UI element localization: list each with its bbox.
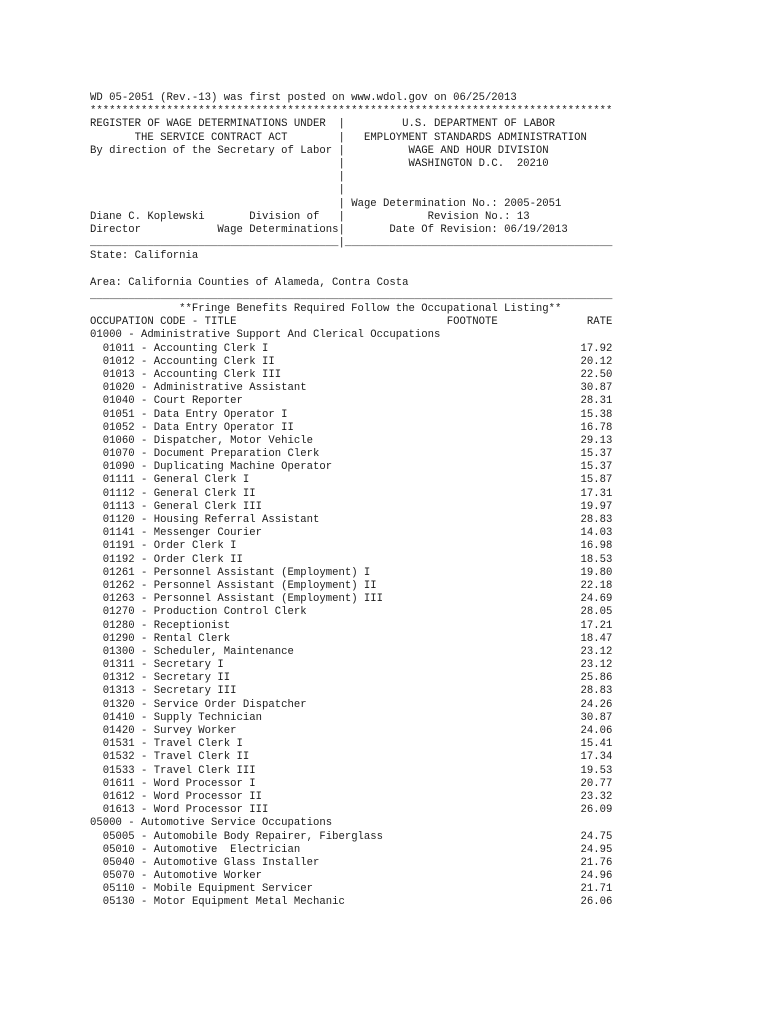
occupation-row: 01020 - Administrative Assistant 30.87 <box>102 382 613 395</box>
occupation-code: 01320 <box>102 698 135 711</box>
occupation-title: Messenger Courier <box>153 527 263 540</box>
occupation-rate: 17.92 <box>580 342 613 355</box>
header-row-6 <box>90 184 645 197</box>
occupation-row: 01070 - Document Preparation Clerk 15.37 <box>102 448 613 461</box>
occupation-rate: 28.05 <box>580 606 613 619</box>
column-divider: | <box>338 223 345 236</box>
state: State: California <box>90 250 199 263</box>
occupation-title: Travel Clerk III <box>153 764 256 777</box>
column-divider: | <box>338 210 345 223</box>
wage-determination-row <box>90 198 645 211</box>
occupation-title: Accounting Clerk III <box>153 368 282 381</box>
occupation-row: 05070 - Automotive Worker 24.96 <box>102 870 613 883</box>
director-row <box>90 224 645 237</box>
occupation-rate: 17.34 <box>580 751 613 764</box>
occupation-row: 01313 - Secretary III 28.83 <box>102 685 613 698</box>
occupation-title: Supply Technician <box>153 711 263 724</box>
occupation-title: Mobile Equipment Servicer <box>153 883 313 896</box>
signer-row <box>90 211 645 224</box>
occupation-title: Data Entry Operator II <box>153 421 294 434</box>
occupation-row: 01012 - Accounting Clerk II 20.12 <box>102 355 613 368</box>
occupation-rate: 23.12 <box>580 659 613 672</box>
occupation-code: 01051 <box>102 408 135 421</box>
occupation-code: 01262 <box>102 579 135 592</box>
occupation-rate: 24.06 <box>580 725 613 737</box>
occupation-row: 05130 - Motor Equipment Metal Mechanic 26.06 <box>102 896 613 909</box>
occupation-title: Personnel Assistant (Employment) II <box>153 579 377 592</box>
occupation-code: 01013 <box>102 368 135 381</box>
occupation-row: 01112 - General Clerk II 17.31 <box>102 487 613 500</box>
occupation-code: 01420 <box>102 725 135 737</box>
area-line <box>90 277 645 290</box>
rule: __________________________________________________________________________________ <box>90 289 613 302</box>
occupation-title: Word Processor II <box>153 790 263 803</box>
date-of-revision: 06/19/2013 <box>504 223 568 236</box>
occupation-title: Scheduler, Maintenance <box>153 645 294 658</box>
occupation-rate: 15.41 <box>580 738 613 751</box>
occupation-row: 01060 - Dispatcher, Motor Vehicle 29.13 <box>102 434 613 447</box>
occupation-code: 01011 <box>102 342 135 355</box>
occupation-code: 01300 <box>102 645 135 658</box>
occupation-code: 01113 <box>102 500 135 513</box>
occupation-rate: 17.21 <box>580 619 613 632</box>
occupation-code: 01141 <box>102 527 135 540</box>
occupation-title: Word Processor I <box>153 777 256 790</box>
occupation-code: 05040 <box>102 856 135 869</box>
occupation-row: 01192 - Order Clerk II 18.53 <box>102 553 613 566</box>
occupation-code: 01613 <box>102 804 135 817</box>
occupation-row: 01312 - Secretary II 25.86 <box>102 672 613 685</box>
signer-name: Diane C. Koplewski <box>90 210 205 223</box>
occupation-group-heading <box>90 329 645 342</box>
occupation-row: 01532 - Travel Clerk II 17.34 <box>102 751 613 764</box>
division-line-1: Division of <box>249 210 320 223</box>
occupation-code: 01052 <box>102 421 135 434</box>
column-header-rate: RATE <box>586 316 613 329</box>
occupation-title: Document Preparation Clerk <box>153 448 320 461</box>
occupation-rate: 24.26 <box>580 698 613 711</box>
occupation-rate: 23.32 <box>580 790 613 803</box>
fringe-note-line <box>90 303 645 316</box>
occupation-title: Data Entry Operator I <box>153 408 288 421</box>
occupation-rate: 24.95 <box>580 843 613 856</box>
occupation-row: 05110 - Mobile Equipment Servicer 21.71 <box>102 883 613 896</box>
occupation-code: 01263 <box>102 593 135 606</box>
occupation-title: Survey Worker <box>153 725 237 737</box>
occupation-code: 01270 <box>102 606 135 619</box>
occupation-title: Administrative Assistant <box>153 382 307 395</box>
occupation-code: 01090 <box>102 461 135 474</box>
occupation-title: Service Order Dispatcher <box>153 698 307 711</box>
occupation-code: 05010 <box>102 843 135 856</box>
occupation-rate: 26.09 <box>580 804 613 817</box>
occupation-title: Accounting Clerk II <box>153 355 275 368</box>
occupation-row: 01410 - Supply Technician 30.87 <box>102 711 613 724</box>
header-row-1 <box>90 118 645 131</box>
occupation-code: 01060 <box>102 434 135 447</box>
occupation-title: Accounting Clerk I <box>153 342 269 355</box>
occupation-row: 01113 - General Clerk III 19.97 <box>102 500 613 513</box>
occupation-code: 01313 <box>102 685 135 698</box>
date-of-revision-label: Date Of Revision: <box>389 223 498 236</box>
occupation-code: 01533 <box>102 764 135 777</box>
posting-text: WD 05-2051 (Rev.-13) was first posted on www.wdol.gov on 06/25/2013 <box>90 92 517 104</box>
occupation-row: 01270 - Production Control Clerk 28.05 <box>102 606 613 619</box>
occupation-row: 01191 - Order Clerk I 16.98 <box>102 540 613 553</box>
occupation-title: General Clerk I <box>153 474 250 487</box>
occupation-rate: 17.31 <box>580 487 613 500</box>
occupation-code: 01191 <box>102 540 135 553</box>
wage-determination-number: 2005-2051 <box>504 197 562 210</box>
occupation-rate: 18.47 <box>580 632 613 645</box>
header-row-2 <box>90 132 645 145</box>
signer-title: Director <box>90 223 141 236</box>
occupation-code: 01531 <box>102 738 135 751</box>
star-rule <box>90 105 645 118</box>
header-bottom-rule <box>90 237 645 250</box>
star-divider: ********************************************************************************** <box>90 105 613 118</box>
area: Area: California Counties of Alameda, Contra Costa <box>90 276 409 289</box>
occupation-title: Dispatcher, Motor Vehicle <box>153 434 313 447</box>
occupation-title: Secretary II <box>153 672 231 685</box>
occupation-rate: 23.12 <box>580 645 613 658</box>
occupation-rate: 14.03 <box>580 527 613 540</box>
division-line-2: Wage Determinations <box>217 223 339 236</box>
occupation-row: 05005 - Automobile Body Repairer, Fiberglass 24.75 <box>102 830 613 843</box>
blank-line <box>90 263 645 276</box>
occupation-row: 01613 - Word Processor III 26.09 <box>102 804 613 817</box>
occupation-title: General Clerk II <box>153 487 256 500</box>
occupation-code: 01410 <box>102 711 135 724</box>
occupation-code: 01261 <box>102 566 135 579</box>
occupation-row: 01290 - Rental Clerk 18.47 <box>102 632 613 645</box>
occupation-title: Automobile Body Repairer, Fiberglass <box>153 830 384 843</box>
occupation-code: 05070 <box>102 870 135 883</box>
column-divider: | <box>338 171 345 184</box>
occupation-row: 01011 - Accounting Clerk I 17.92 <box>102 342 613 355</box>
occupation-row: 01311 - Secretary I 23.12 <box>102 659 613 672</box>
occupation-row: 01280 - Receptionist 17.21 <box>102 619 613 632</box>
occupation-title: Housing Referral Assistant <box>153 514 320 526</box>
occupation-code: 01311 <box>102 659 135 672</box>
occupation-code: 01070 <box>102 448 135 461</box>
occupation-rate: 15.87 <box>580 474 613 487</box>
header-row-2-left: THE SERVICE CONTRACT ACT <box>134 131 288 144</box>
occupation-code: 01312 <box>102 672 135 685</box>
column-divider: | <box>338 184 345 197</box>
occupation-rate: 28.83 <box>580 514 613 526</box>
occupation-rate: 22.50 <box>580 368 613 381</box>
group-heading: 01000 - Administrative Support And Clerical Occupations <box>90 329 441 342</box>
occupation-title: Word Processor III <box>153 804 269 817</box>
occupation-row: 01263 - Personnel Assistant (Employment) III 24.69 <box>102 593 613 606</box>
occupation-row: 01531 - Travel Clerk I 15.41 <box>102 738 613 751</box>
column-divider: | <box>338 131 345 144</box>
occupation-title: Personnel Assistant (Employment) I <box>153 566 371 579</box>
wage-determination-label: Wage Determination No.: <box>351 197 498 210</box>
occupation-row: 01013 - Accounting Clerk III 22.50 <box>102 368 613 381</box>
occupation-rate: 24.96 <box>580 870 613 883</box>
occupation-rate: 30.87 <box>580 382 613 395</box>
occupation-title: General Clerk III <box>153 500 263 513</box>
occupation-title: Secretary III <box>153 685 237 698</box>
occupation-row: 01261 - Personnel Assistant (Employment) I 19.80 <box>102 566 613 579</box>
rule: __________________________________________ <box>344 237 613 250</box>
occupation-rate: 15.37 <box>580 448 613 461</box>
occupation-rate: 15.37 <box>580 461 613 474</box>
occupation-code: 01111 <box>102 474 135 487</box>
header-row-3 <box>90 145 645 158</box>
header-row-5 <box>90 171 645 184</box>
occupation-rate: 26.06 <box>580 896 613 909</box>
occupation-row: 01111 - General Clerk I 15.87 <box>102 474 613 487</box>
occupation-rate: 19.80 <box>580 566 613 579</box>
group-heading: 05000 - Automotive Service Occupations <box>90 817 333 830</box>
rule: _______________________________________ <box>90 237 339 250</box>
column-divider: | <box>338 197 345 210</box>
header-row-1-left: REGISTER OF WAGE DETERMINATIONS UNDER <box>90 118 326 131</box>
header-row-3-right: WAGE AND HOUR DIVISION <box>408 144 549 157</box>
occupation-title: Court Reporter <box>153 395 243 408</box>
occupation-title: Rental Clerk <box>153 632 231 645</box>
occupation-code: 01532 <box>102 751 135 764</box>
state-line <box>90 250 645 263</box>
header-row-1-right: U.S. DEPARTMENT OF LABOR <box>402 118 556 131</box>
revision-number: 13 <box>516 210 530 223</box>
header-row-3-left: By direction of the Secretary of Labor <box>90 144 333 157</box>
occupation-code: 05005 <box>102 830 135 843</box>
occupation-row: 01090 - Duplicating Machine Operator 15.37 <box>102 461 613 474</box>
occupation-rate: 24.75 <box>580 830 613 843</box>
occupation-title: Automotive Worker <box>153 870 263 883</box>
area-rule <box>90 290 645 303</box>
column-divider: | <box>338 144 345 157</box>
occupation-title: Automotive Electrician <box>153 843 301 856</box>
occupation-code: 01280 <box>102 619 135 632</box>
occupation-row: 01141 - Messenger Courier 14.03 <box>102 527 613 540</box>
occupation-title: Automotive Glass Installer <box>153 856 320 869</box>
occupation-row: 01262 - Personnel Assistant (Employment) II 22.18 <box>102 579 613 592</box>
posting-line <box>90 92 645 105</box>
revision-label: Revision No.: <box>427 210 511 223</box>
occupation-code: 01192 <box>102 553 135 566</box>
column-header-footnote: FOOTNOTE <box>446 316 498 329</box>
occupation-rate: 21.71 <box>580 883 613 896</box>
occupation-title: Production Control Clerk <box>153 606 307 619</box>
occupation-group-heading <box>90 817 645 830</box>
occupation-rate: 24.69 <box>580 593 613 606</box>
occupation-row: 01051 - Data Entry Operator I 15.38 <box>102 408 613 421</box>
occupation-rate: 28.31 <box>580 395 613 408</box>
fringe-note: **Fringe Benefits Required Follow the Occupational Listing** <box>179 303 562 315</box>
occupation-row: 01052 - Data Entry Operator II 16.78 <box>102 421 613 434</box>
column-divider: | <box>338 237 345 250</box>
occupation-rate: 20.77 <box>580 777 613 790</box>
occupation-title: Order Clerk II <box>153 553 243 566</box>
occupation-code: 01290 <box>102 632 135 645</box>
occupation-code: 01112 <box>102 487 135 500</box>
occupation-row: 01300 - Scheduler, Maintenance 23.12 <box>102 645 613 658</box>
occupation-row: 01120 - Housing Referral Assistant 28.83 <box>102 514 613 526</box>
occupation-rate: 15.38 <box>580 408 613 421</box>
occupation-rate: 21.76 <box>580 856 613 869</box>
occupation-code: 01012 <box>102 355 135 368</box>
occupation-rate: 20.12 <box>580 355 613 368</box>
occupation-row: 01612 - Word Processor II 23.32 <box>102 790 613 803</box>
occupation-rate: 25.86 <box>580 672 613 685</box>
occupation-rate: 18.53 <box>580 553 613 566</box>
occupation-title: Receptionist <box>153 619 231 632</box>
column-divider: | <box>338 157 345 170</box>
header-row-2-right: EMPLOYMENT STANDARDS ADMINISTRATION <box>363 131 587 144</box>
occupation-rate: 19.53 <box>580 764 613 777</box>
occupation-rate: 22.18 <box>580 579 613 592</box>
occupation-rate: 16.78 <box>580 421 613 434</box>
occupation-title: Secretary I <box>153 659 224 672</box>
occupation-row: 01611 - Word Processor I 20.77 <box>102 777 613 790</box>
header-row-4-right: WASHINGTON D.C. 20210 <box>408 157 549 170</box>
occupation-code: 05130 <box>102 896 135 909</box>
occupation-title: Travel Clerk II <box>153 751 250 764</box>
occupation-code: 05110 <box>102 883 135 896</box>
occupation-row: 01040 - Court Reporter 28.31 <box>102 395 613 408</box>
occupation-title: Travel Clerk I <box>153 738 243 751</box>
column-header-row <box>90 316 645 329</box>
occupation-title: Order Clerk I <box>153 540 237 553</box>
occupation-rate: 19.97 <box>580 500 613 513</box>
occupation-rate: 16.98 <box>580 540 613 553</box>
wage-determination-document <box>90 92 665 910</box>
column-header-title: OCCUPATION CODE - TITLE <box>90 316 237 329</box>
occupation-title: Duplicating Machine Operator <box>153 461 333 474</box>
occupation-rate: 29.13 <box>580 434 613 447</box>
occupation-title: Personnel Assistant (Employment) III <box>153 593 384 606</box>
occupation-code: 01040 <box>102 395 135 408</box>
occupation-row: 01320 - Service Order Dispatcher 24.26 <box>102 698 613 711</box>
occupation-row: 01420 - Survey Worker 24.06 <box>102 725 613 737</box>
occupation-row: 01533 - Travel Clerk III 19.53 <box>102 764 613 777</box>
occupation-row: 05010 - Automotive Electrician 24.95 <box>102 843 613 856</box>
occupation-code: 01611 <box>102 777 135 790</box>
occupation-row: 05040 - Automotive Glass Installer 21.76 <box>102 856 613 869</box>
header-row-4 <box>90 158 645 171</box>
occupation-code: 01120 <box>102 514 135 526</box>
occupation-title: Motor Equipment Metal Mechanic <box>153 896 345 909</box>
occupation-rate: 30.87 <box>580 711 613 724</box>
occupation-code: 01020 <box>102 382 135 395</box>
column-divider: | <box>338 118 345 131</box>
occupation-code: 01612 <box>102 790 135 803</box>
occupation-rate: 28.83 <box>580 685 613 698</box>
